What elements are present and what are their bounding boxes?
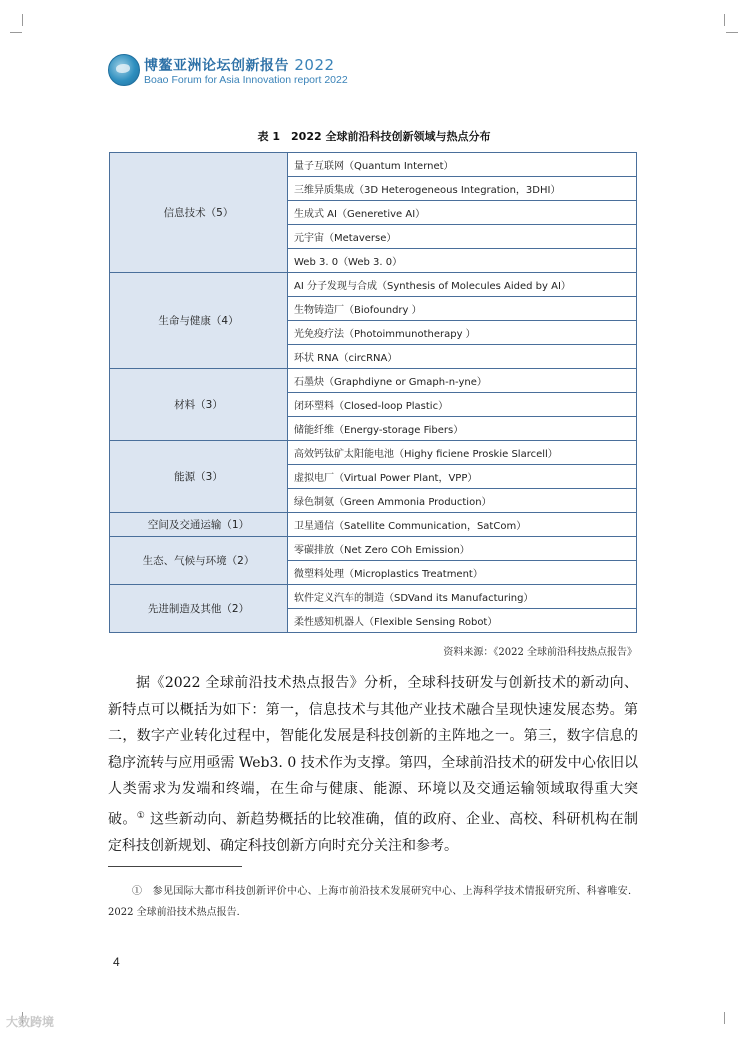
hotspot-item-cell: 虚拟电厂（Virtual Power Plant，VPP） — [288, 465, 637, 489]
body-paragraph — [108, 670, 638, 859]
category-cell: 材料（3） — [110, 369, 288, 441]
table-row — [110, 441, 637, 465]
forum-logo-icon — [108, 54, 140, 86]
hotspot-item-cell: AI 分子发现与合成（Synthesis of Molecules Aided by AI） — [288, 273, 637, 297]
hotspot-item-cell: 高效钙钛矿太阳能电池（Highy ficiene Proskie Slarcell） — [288, 441, 637, 465]
table-row — [110, 153, 637, 177]
header-subtitle: Boao Forum for Asia Innovation report 2022 — [144, 74, 348, 86]
hotspot-item-cell: 零碳排放（Net Zero COh Emission） — [288, 537, 637, 561]
hotspot-item-cell: 软件定义汽车的制造（SDVand its Manufacturing） — [288, 585, 637, 609]
footnote-divider — [108, 866, 242, 867]
hotspot-item-cell: 生成式 AI（Generetive AI） — [288, 201, 637, 225]
category-cell: 信息技术（5） — [110, 153, 288, 273]
category-cell: 生命与健康（4） — [110, 273, 288, 369]
crop-mark-top-left-h — [10, 32, 22, 33]
hotspot-item-cell: 储能纤维（Energy-storage Fibers） — [288, 417, 637, 441]
crop-mark-top-right-h — [726, 32, 738, 33]
hotspot-item-cell: 绿色制氨（Green Ammonia Production） — [288, 489, 637, 513]
crop-mark-top-right-v — [724, 14, 725, 26]
table-caption: 表 1 2022 全球前沿科技创新领域与热点分布 — [257, 130, 491, 143]
paragraph-text: 据《2022 全球前沿技术热点报告》分析，全球科技研发与创新技术的新动向、新特点可以概括为如下：第一，信息技术与其他产业技术融合呈现快速发展态势。第二，数字产业转化过程中，智能化发展是科技创新的主阵地之一。第三，数字信息的稳序流转与应用亟需 Web3. 0 技术作为支撑。第四，全球前沿技术的研发中心依旧以人类需求为发端和终端，在生命与健康、能源、环境以及交通运输领域取得重大突破。 — [108, 675, 638, 828]
watermark: 大数跨境 — [6, 1015, 55, 1029]
category-cell: 先进制造及其他（2） — [110, 585, 288, 633]
hotspot-item-cell: 柔性感知机器人（Flexible Sensing Robot） — [288, 609, 637, 633]
hotspot-item-cell: 三维异质集成（3D Heterogeneous Integration，3DHI） — [288, 177, 637, 201]
table-row — [110, 537, 637, 561]
hotspot-item-cell: 卫星通信（Satellite Communication，SatCom） — [288, 513, 637, 537]
header-title-text: 博鳌亚洲论坛创新报告 — [144, 58, 289, 74]
hotspot-item-cell: 量子互联网（Quantum Internet） — [288, 153, 637, 177]
hotspot-item-cell: 生物铸造厂（Biofoundry ） — [288, 297, 637, 321]
table-row — [110, 513, 637, 537]
hotspot-item-cell: 环状 RNA（circRNA） — [288, 345, 637, 369]
paragraph-tail: 这些新动向、新趋势概括的比较准确，值的政府、企业、高校、科研机构在制定科技创新规划、确定科技创新方向时充分关注和参考。 — [108, 811, 638, 854]
table-row — [110, 273, 637, 297]
page-number: 4 — [113, 955, 120, 969]
table-row — [110, 585, 637, 609]
footnote-text: ① 参见国际大都市科技创新评价中心、上海市前沿技术发展研究中心、上海科学技术情报研究所、科睿唯安．2022 全球前沿技术热点报告． — [108, 886, 638, 918]
hotspot-item-cell: 元宇宙（Metaverse） — [288, 225, 637, 249]
category-cell: 空间及交通运输（1） — [110, 513, 288, 537]
table-source: 资料来源：《2022 全球前沿科技热点报告》 — [443, 647, 637, 658]
header-year: 2022 — [294, 56, 335, 74]
category-cell: 生态、气候与环境（2） — [110, 537, 288, 585]
header-title — [144, 55, 335, 75]
hotspot-item-cell: 闭环塑料（Closed-loop Plastic） — [288, 393, 637, 417]
hotspot-item-cell: 光免疫疗法（Photoimmunotherapy ） — [288, 321, 637, 345]
category-cell: 能源（3） — [110, 441, 288, 513]
hotspot-item-cell: 微塑料处理（Microplastics Treatment） — [288, 561, 637, 585]
footnote — [108, 881, 638, 923]
footnote-marker[interactable]: ① — [136, 810, 146, 821]
table-row — [110, 369, 637, 393]
crop-mark-top-left-v — [22, 14, 23, 26]
hotspot-table — [109, 152, 637, 633]
hotspot-item-cell: Web 3. 0（Web 3. 0） — [288, 249, 637, 273]
crop-mark-bottom-right-v — [724, 1012, 725, 1024]
hotspot-item-cell: 石墨炔（Graphdiyne or Gmaph-n-yne） — [288, 369, 637, 393]
